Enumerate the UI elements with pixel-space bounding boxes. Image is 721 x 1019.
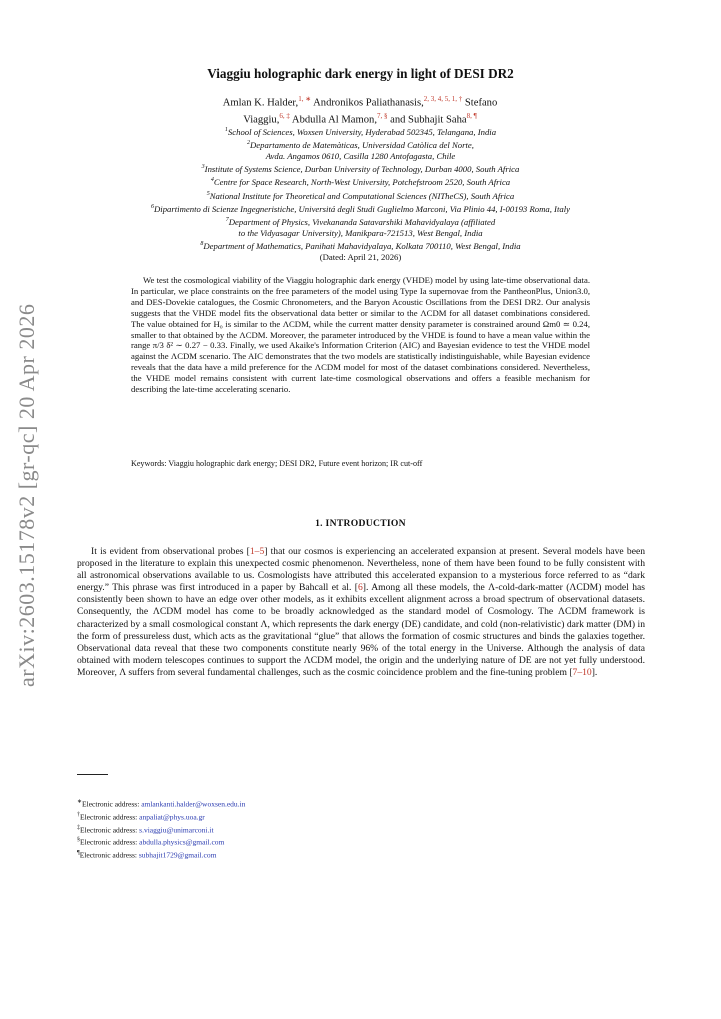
footnote bbox=[77, 797, 477, 810]
email-link[interactable]: abdulla.physics@gmail.com bbox=[139, 837, 225, 847]
footnote-divider bbox=[77, 774, 108, 775]
footnote-mark: ∗ bbox=[77, 799, 83, 805]
author-line-1 bbox=[170, 93, 550, 110]
abstract: We test the cosmological viability of the Viaggiu holographic dark energy (VHDE) model by using late-time observational data. In particular, we place constraints on the free parameters of the model using Type Ia supernovae from the PantheonPlus, Union3.0, and DES-Dovekie catalogues, the Cosmic Chronometers, and the Baryon Acoustic Oscillations from the DESI DR2. Our analysis suggests that the VHDE model fits the observational data better or similar to the ΛCDM for all dataset combinations considered. The value obtained for H₀ is similar to the ΛCDM, while the current matter density parameter is constrained around Ωm0 ≃ 0.24, smaller to that obtained by the ΛCDM. Moreover, the parameter introduced by the VHDE is found to have a mean value within the range π/3 δ² ∼ 0.27 − 0.33. Finally, we used Akaike's Information Criterion (AIC) and Bayesian evidence to test the VHDE model against the ΛCDM scenario. The AIC demonstrates that the two models are statistically indistinguishable, while Bayesian evidence reveals that the data have a mild preference for the ΛCDM model for most of the dataset combinations considered. Nevertheless, the VHDE model remains consistent with current late-time cosmological observations and offers a feasible mechanism for describing the late-time accelerating scenario. bbox=[131, 275, 590, 395]
affiliation-line bbox=[30, 151, 691, 162]
author-list bbox=[170, 93, 550, 126]
affiliation-line bbox=[30, 228, 691, 239]
affiliation-line bbox=[30, 189, 691, 202]
footnote bbox=[77, 823, 477, 836]
affiliation-text: Institute of Systems Science, Durban University of Technology, Durban 4000, South Africa bbox=[204, 164, 520, 175]
affiliation-line bbox=[30, 138, 691, 151]
affiliation-text: Department of Mathematics, Panihati Mahavidyalaya, Kolkata 700110, West Bengal, India bbox=[203, 240, 521, 251]
author-affiliation-mark[interactable]: 2, 3, 4, 5, 1, † bbox=[423, 95, 463, 103]
footnote-mark: § bbox=[77, 837, 80, 844]
email-link[interactable]: anpaliat@phys.uoa.gr bbox=[139, 812, 205, 822]
affiliation-number: 8 bbox=[200, 241, 204, 248]
affiliation-text: National Institute for Theoretical and Computational Sciences (NITheCS), South Africa bbox=[209, 190, 515, 201]
citation-link[interactable]: 1–5 bbox=[249, 546, 265, 557]
footnote-label: Electronic address: bbox=[80, 837, 140, 847]
affiliation-text: School of Sciences, Woxsen University, Hyderabad 502345, Telangana, India bbox=[227, 126, 497, 137]
affiliation-text: to the Vidyasagar University), Manikpara-721513, West Bengal, India bbox=[238, 227, 483, 238]
footnote bbox=[77, 810, 477, 823]
affiliation-list bbox=[30, 125, 691, 263]
footnote-label: Electronic address: bbox=[79, 850, 139, 860]
affiliation-number: 2 bbox=[247, 140, 251, 147]
affiliation-line bbox=[30, 215, 691, 228]
dated-line: (Dated: April 21, 2026) bbox=[319, 252, 402, 263]
affiliation-text: Dipartimento di Scienze Ingegneristiche, Universitá degli Studi Guglielmo Marconi, Via Plinio 44, I-00193 Roma, Italy bbox=[154, 203, 570, 214]
affiliation-line bbox=[30, 239, 691, 252]
keywords: Keywords: Viaggiu holographic dark energy; DESI DR2, Future event horizon; IR cut-off bbox=[131, 459, 423, 468]
affiliation-line bbox=[30, 175, 691, 188]
intro-paragraph bbox=[77, 546, 645, 679]
affiliation-number: 6 bbox=[151, 203, 155, 210]
footnote bbox=[77, 835, 477, 848]
author-affiliation-mark[interactable]: 7, § bbox=[376, 111, 388, 120]
affiliation-number: 5 bbox=[206, 190, 210, 197]
author-name: Stefano bbox=[462, 97, 498, 109]
footnote-label: Electronic address: bbox=[80, 825, 140, 835]
email-link[interactable]: subhajit1729@gmail.com bbox=[138, 850, 217, 860]
citation-link[interactable]: 7–10 bbox=[572, 666, 592, 678]
affiliation-text: Departamento de Matemàticas, Universidad Catòlica del Norte, bbox=[250, 139, 474, 150]
affiliation-number: 7 bbox=[225, 216, 229, 223]
citation-link[interactable]: 6 bbox=[357, 582, 363, 594]
email-link[interactable]: amlankanti.halder@woxsen.edu.in bbox=[141, 799, 246, 809]
footnote-label: Electronic address: bbox=[82, 799, 142, 809]
affiliation-line bbox=[30, 125, 691, 138]
author-affiliation-mark[interactable]: 6, ‡ bbox=[279, 111, 290, 120]
affiliation-text: Department of Physics, Vivekananda Satavarshiki Mahavidyalaya (affiliated bbox=[228, 216, 496, 227]
footnote-label: Electronic address: bbox=[80, 812, 140, 822]
footnote-mark: † bbox=[77, 811, 80, 818]
author-affiliation-mark[interactable]: 8, ¶ bbox=[466, 111, 477, 120]
footnote-mark: ‡ bbox=[77, 824, 80, 831]
author-name: and Subhajit Saha bbox=[387, 114, 467, 126]
author-affiliation-mark[interactable]: 1, ∗ bbox=[298, 95, 312, 103]
email-link[interactable]: s.viaggiu@unimarconi.it bbox=[139, 825, 214, 835]
author-line-2 bbox=[170, 110, 550, 127]
intro-text: ]. bbox=[591, 666, 598, 678]
affiliation-text: Centre for Space Research, North-West University, Potchefstroom 2520, South Africa bbox=[213, 177, 511, 188]
footnote-list bbox=[77, 797, 477, 861]
footnote-mark: ¶ bbox=[77, 850, 80, 857]
affiliation-text: Avda. Angamos 0610, Casilla 1280 Antofagasta, Chile bbox=[265, 151, 456, 162]
intro-text: ]. Among all these models, the Λ-cold-dark-matter (ΛCDM) model has consistently been shown to have an edge over other models, as it exhibits excellent alignment across a broad spectrum of observational datasets. Consequently, the ΛCDM model has come to be broadly acknowledged as the standard model of Cosmology. The ΛCDM framework is characterized by a small cosmological constant Λ, which represents the dark energy (DE) candidate, and cold (non-relativistic) dark matter (DM) in the form of pressureless dust, which acts as the gravitational “glue” that allows the formation of cosmic structures and binds the galaxies together. Observational data reveal that these two components constitute nearly 96% of the total energy in the Universe. Although the analysis of data obtained with modern telescopes continues to support the ΛCDM model, the origin and the underlying nature of DE are not yet fully understood. Moreover, Λ suffers from several fundamental challenges, such as the cosmic coincidence problem and the fine-tuning problem [ bbox=[77, 582, 645, 678]
intro-text: It is evident from observational probes [ bbox=[91, 546, 250, 557]
author-name: Andronikos Paliathanasis, bbox=[311, 97, 424, 109]
affiliation-line bbox=[30, 202, 691, 215]
section-heading: 1. INTRODUCTION bbox=[315, 518, 406, 529]
affiliation-number: 4 bbox=[210, 177, 214, 184]
affiliation-number: 3 bbox=[201, 164, 205, 171]
author-name: Amlan K. Halder, bbox=[222, 97, 299, 109]
intro-text: ] that our cosmos is experiencing an accelerated expansion at present. Several models have been proposed in the literature to explain this unexpected cosmic phenomenon. Nevertheless, none of them have been found to be fully consistent with all astronomical observations available to us. Cosmologists have attributed this accelerated expansion to a mysterious force referred to as “dark energy.” This phrase was first introduced in a paper by Bahcall et al. [ bbox=[77, 546, 646, 594]
paper-title: Viaggiu holographic dark energy in light of DESI DR2 bbox=[207, 66, 514, 81]
footnote bbox=[77, 848, 477, 861]
author-name: Abdulla Al Mamon, bbox=[289, 114, 377, 126]
affiliation-number: 1 bbox=[224, 127, 228, 133]
affiliation-line bbox=[30, 162, 691, 175]
author-name: Viaggiu, bbox=[243, 114, 280, 126]
arxiv-identifier: arXiv:2603.15178v2 [gr-qc] 20 Apr 2026 bbox=[14, 303, 39, 687]
